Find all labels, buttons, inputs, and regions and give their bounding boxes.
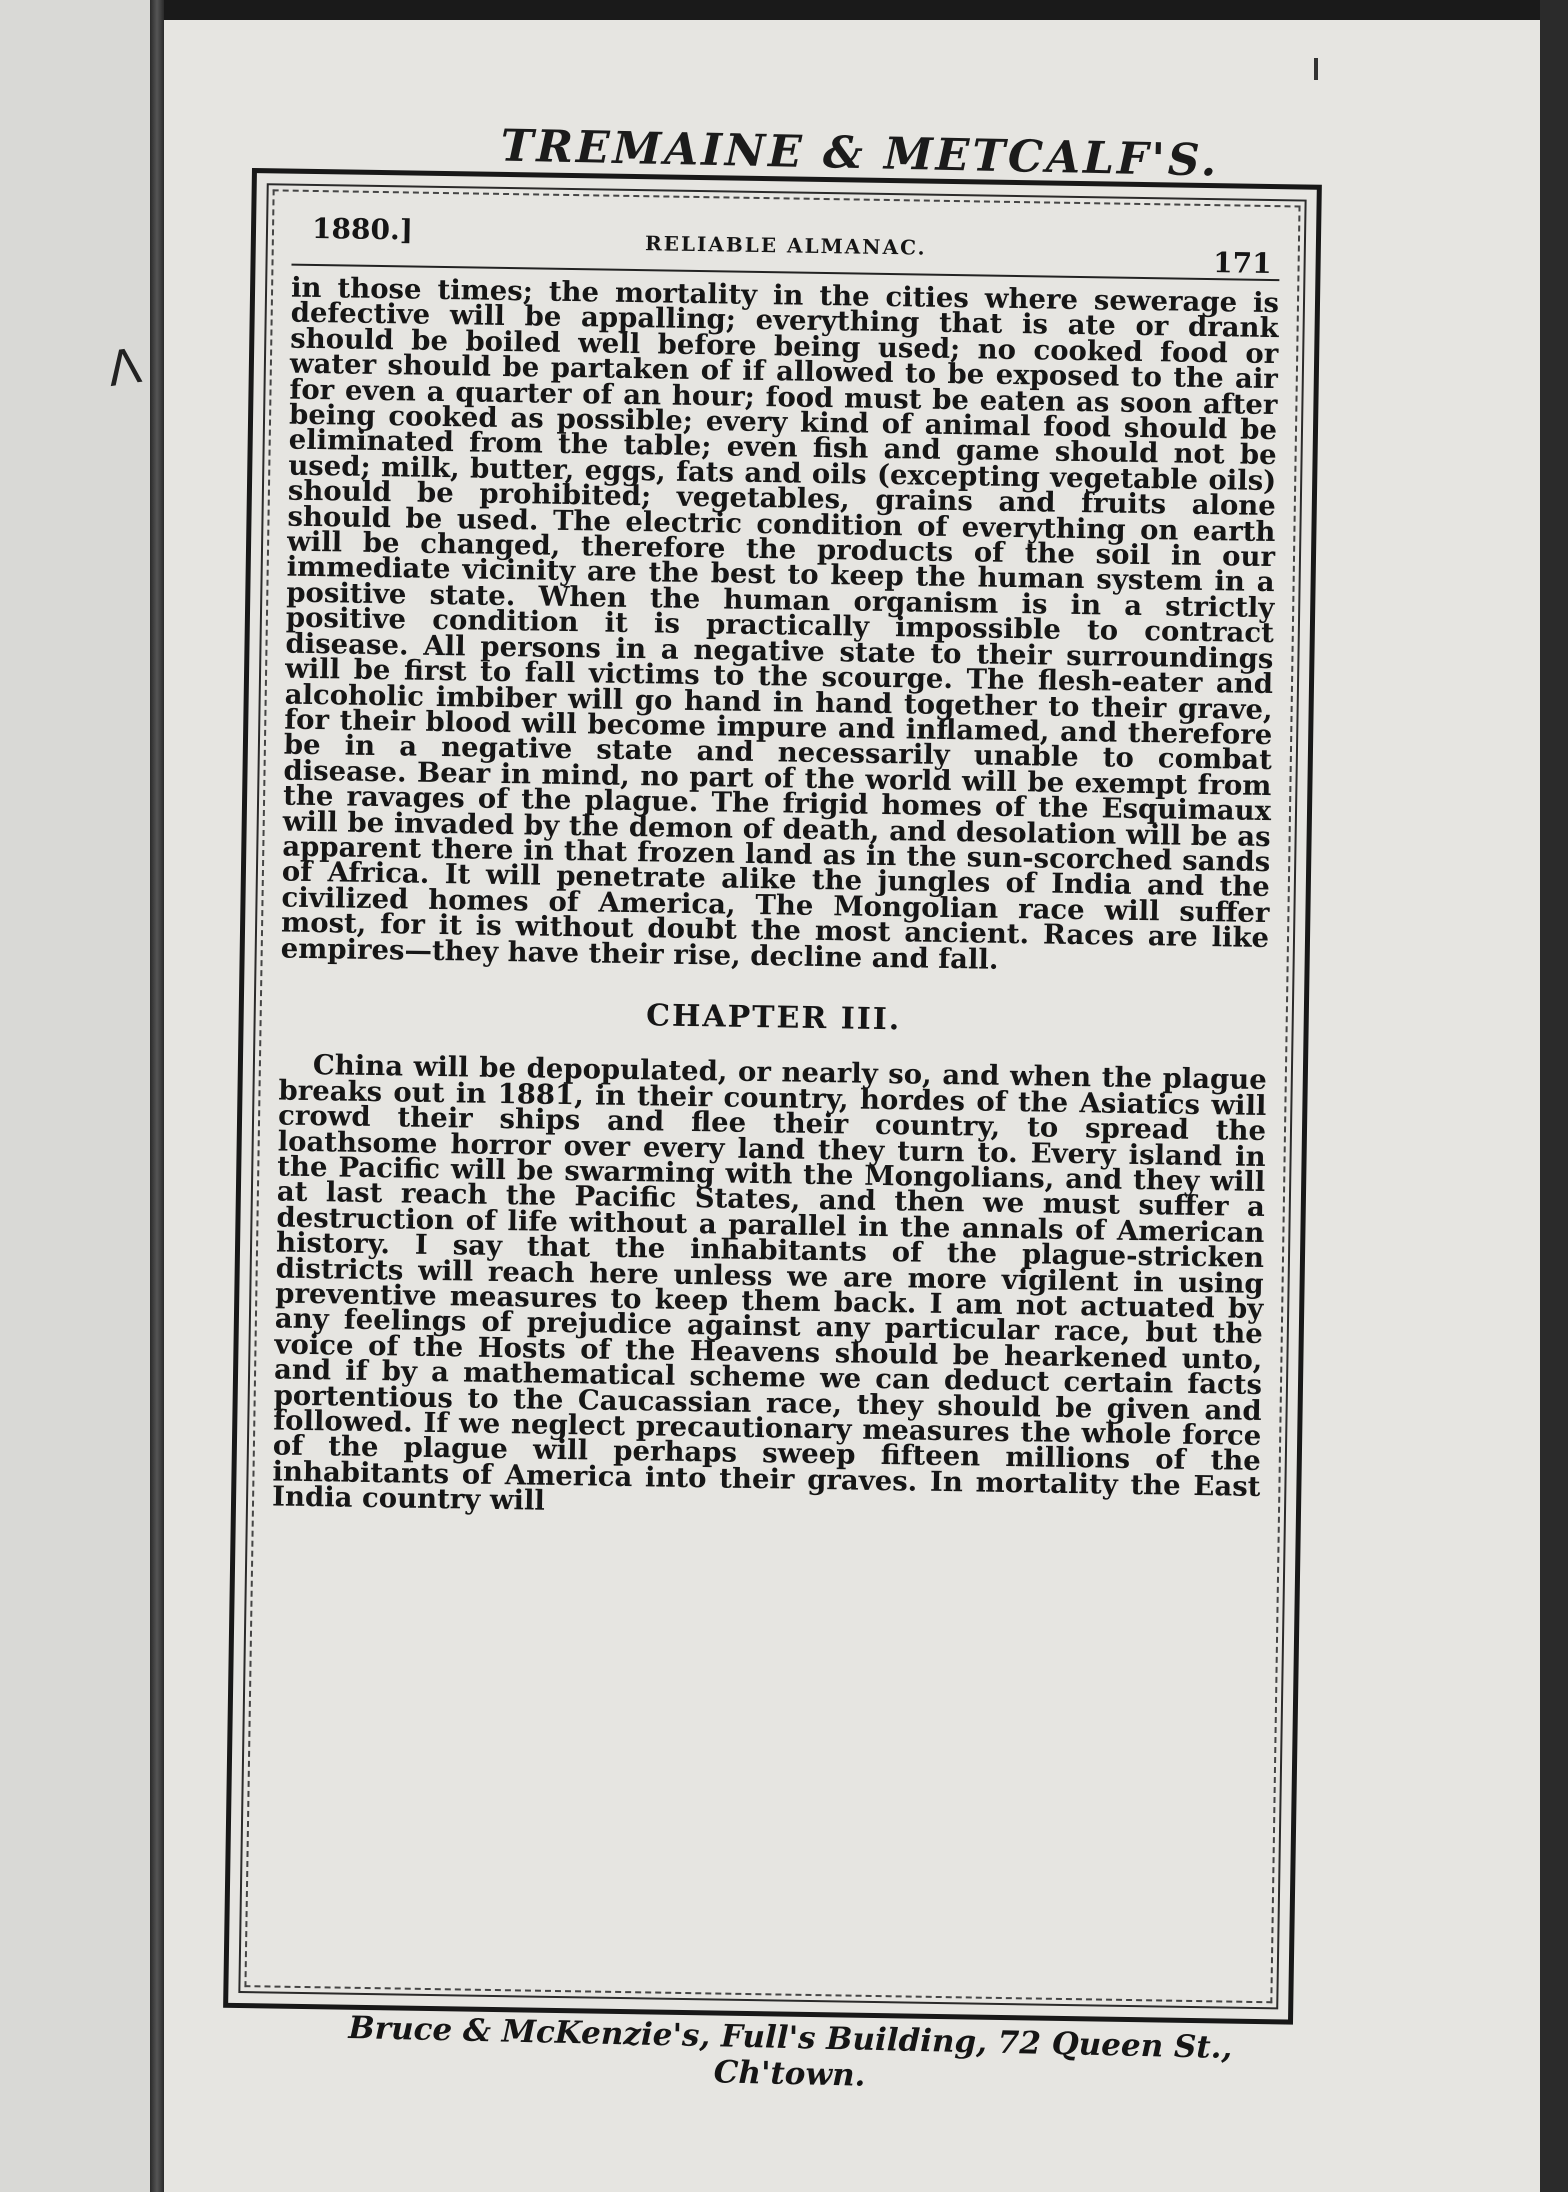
body-text xyxy=(271,271,1280,1526)
margin-mark: ⴷ xyxy=(104,337,145,399)
running-head: TREMAINE & METCALF'S. xyxy=(500,120,1220,187)
chapter-heading: CHAPTER III. xyxy=(645,998,902,1038)
right-page-shadow xyxy=(1540,0,1568,2192)
corner-mark xyxy=(1314,58,1318,80)
header-title: RELIABLE ALMANAC. xyxy=(644,231,927,260)
book-binding-edge xyxy=(150,0,164,2192)
header-year: 1880.] xyxy=(311,211,414,247)
left-page-margin xyxy=(0,0,150,2192)
page-number: 171 xyxy=(1212,246,1272,281)
page-frame xyxy=(223,168,1322,2025)
paragraph-2: China will be depopulated, or nearly so, and when the plague breaks out in 1881, in their country, hordes of the Asiatics will crowd their ships and flee their country, to spread the loathsome horror over every land they turn to. Every island in the Pacific will be swarming with the Mongolians, and they will at last reach the Pacific States, and then we must suffer a destruction of life without a parallel in the annals of American history. I say that the inhabitants of the plague-stricken districts will reach here unless we are more vigilent in using preventive measures to keep them back. I am not actuated by any feelings of prejudice against any particular race, but the voice of the Hosts of the Heavens should be hearkened unto, and if by a mathematical scheme we can deduct certain facts portentious to the Caucassian race, they should be given and followed. If we neglect precautionary measures the whole force of the plague will perhaps sweep fifteen millions of the inhabitants of America into their graves. In mortality the East India country will xyxy=(271,1049,1268,1518)
page-content xyxy=(265,204,1281,1989)
paragraph-1: in those times; the mortality in the cities where sewerage is defective will be appalling; everything that is ate or drank should be boiled well before being used; no cooked food or water should be partaken of if allowed to be exposed to the air for even a quarter of an hour; food must be eaten as soon after being cooked as possible; every kind of animal food should be eliminated from the table; even fish and game should not be used; milk, butter, eggs, fats and oils (excepting vegetable oils) should be prohibited; vegetables, grains and fruits alone should be used. The electric condition of everything on earth will be changed, therefore the products of the soil in our immediate vicinity are the best to keep the human system in a positive state. When the human organism is in a strictly positive condition it is practically impossible to contract disease. All persons in a negative state to their surroundings will be first to fall victims to the scourge. The flesh-eater and alcoholic imbiber will go hand in hand together to their grave, for their blood will become impure and inflamed, and therefore be in a negative state and necessarily unable to combat disease. Bear in mind, no part of the world will be exempt from the ravages of the plague. The frigid homes of the Esquimaux will be invaded by the demon of death, and desolation will be as apparent there in that frozen land as in the sun-scorched sands of Africa. It will penetrate alike the jungles of India and the civilized homes of America, The Mongolian race will suffer most, for it is without doubt the most ancient. Races are like empires—they have their rise, decline and fall. xyxy=(280,271,1280,976)
publisher-footer: Bruce & McKenzie's, Full's Building, 72 Queen St., Ch'town. xyxy=(348,2009,1233,2094)
